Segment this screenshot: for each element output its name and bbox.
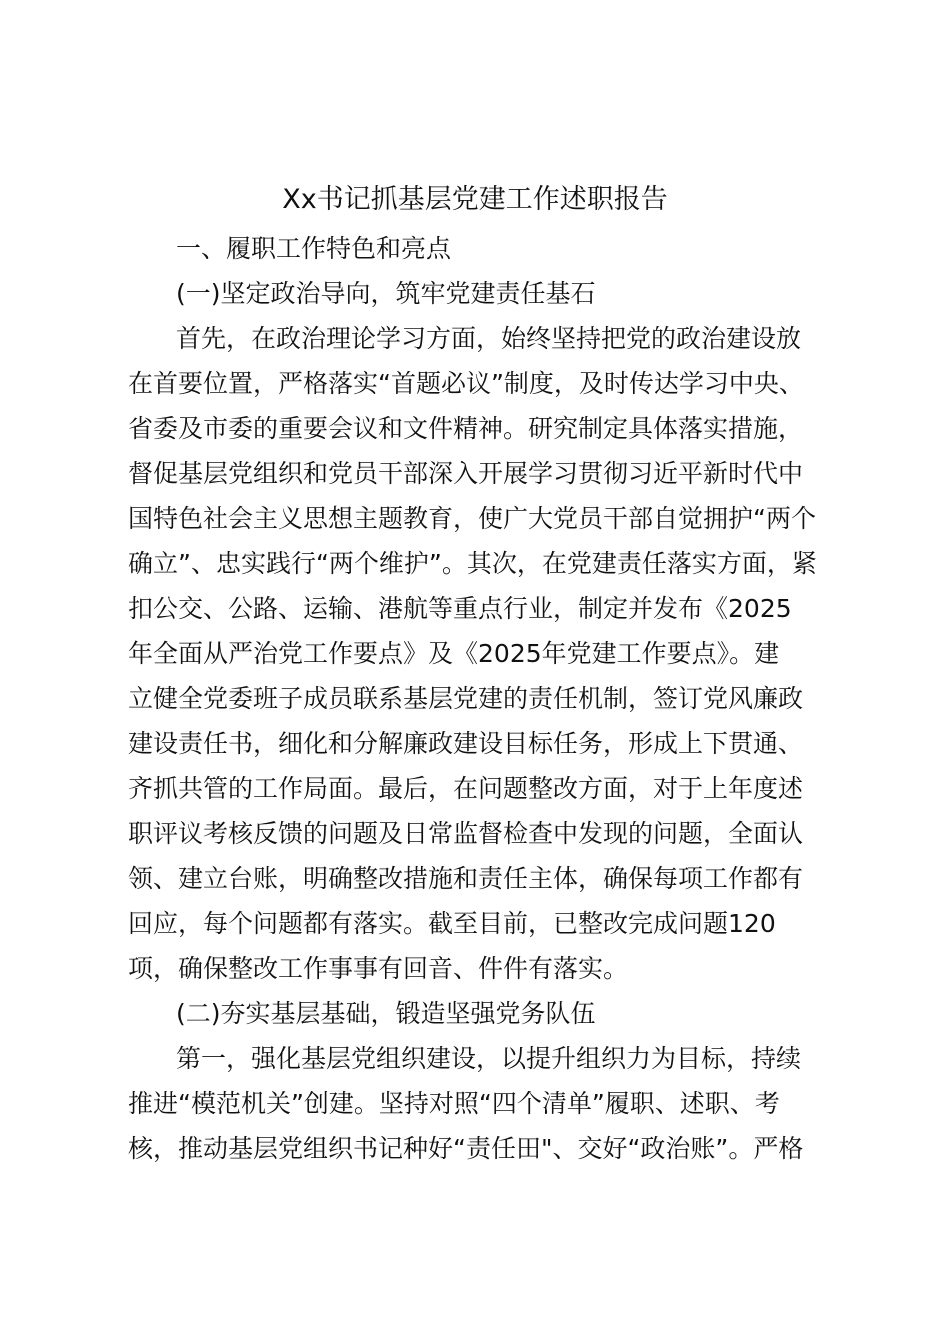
paragraph-line: 立健全党委班子成员联系基层党建的责任机制，签订党风廉政 xyxy=(128,684,804,713)
subsection-heading-2: (二)夯实基层基础，锻造坚强党务队伍 xyxy=(176,999,596,1028)
section-heading-1: 一、履职工作特色和亮点 xyxy=(176,234,452,263)
paragraph-line: 国特色社会主义思想主题教育，使广大党员干部自觉拥护“两个 xyxy=(128,504,816,533)
paragraph-line: 职评议考核反馈的问题及日常监督检查中发现的问题，全面认 xyxy=(128,819,804,848)
paragraph-line: 领、建立台账，明确整改措施和责任主体，确保每项工作都有 xyxy=(128,864,804,893)
paragraph-line: 项，确保整改工作事事有回音、件件有落实。 xyxy=(128,954,629,983)
paragraph-line: 督促基层党组织和党员干部深入开展学习贯彻习近平新时代中 xyxy=(128,459,804,488)
paragraph-line: 第一，强化基层党组织建设，以提升组织力为目标，持续 xyxy=(176,1044,802,1073)
paragraph-line: 扣公交、公路、运输、港航等重点行业，制定并发布《2025 xyxy=(128,594,792,623)
paragraph-line: 在首要位置，严格落实“首题必议”制度，及时传达学习中央、 xyxy=(128,369,804,398)
paragraph-line: 回应，每个问题都有落实。截至目前，已整改完成问题120 xyxy=(128,909,776,938)
paragraph-line: 齐抓共管的工作局面。最后，在问题整改方面，对于上年度述 xyxy=(128,774,804,803)
paragraph-line: 核，推动基层党组织书记种好“责任田"、交好“政治账”。严格 xyxy=(128,1134,804,1163)
paragraph-line: 推进“模范机关”创建。坚持对照“四个清单”履职、述职、考 xyxy=(128,1089,780,1118)
paragraph-line: 首先，在政治理论学习方面，始终坚持把党的政治建设放 xyxy=(176,324,802,353)
paragraph-line: 省委及市委的重要会议和文件精神。研究制定具体落实措施， xyxy=(128,414,804,443)
paragraph-line: 年全面从严治党工作要点》及《2025年党建工作要点》。建 xyxy=(128,639,780,668)
paragraph-line: 建设责任书，细化和分解廉政建设目标任务，形成上下贯通、 xyxy=(128,729,804,758)
paragraph-line: 确立”、忠实践行“两个维护”。其次，在党建责任落实方面，紧 xyxy=(128,549,817,578)
subsection-heading-1: (一)坚定政治导向，筑牢党建责任基石 xyxy=(176,279,596,308)
document-title: Xx书记抓基层党建工作述职报告 xyxy=(282,184,668,215)
